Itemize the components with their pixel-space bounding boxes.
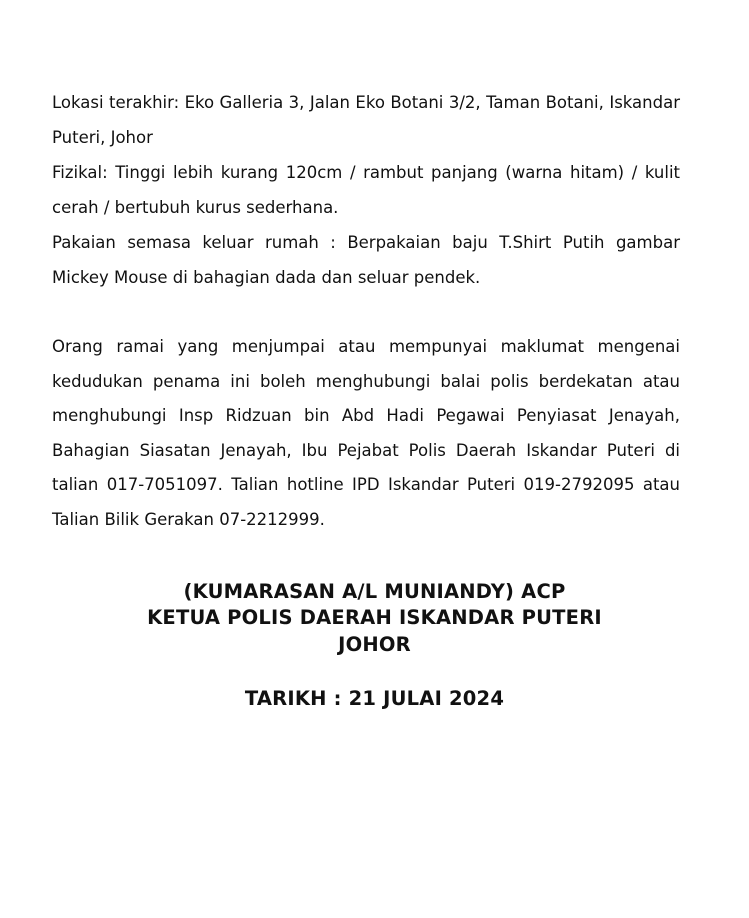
last-location-paragraph: Lokasi terakhir: Eko Galleria 3, Jalan Eko Botani 3/2, Taman Botani, Iskandar Puteri, Johor — [52, 93, 680, 147]
signatory-state: JOHOR — [338, 633, 411, 656]
signatory-name: (KUMARASAN A/L MUNIANDY) ACP — [183, 580, 566, 603]
signatory-title: KETUA POLIS DAERAH ISKANDAR PUTERI — [147, 606, 602, 629]
contact-information-paragraph: Orang ramai yang menjumpai atau mempunyai maklumat mengenai kedudukan penama ini boleh menghubungi balai polis berdekatan atau menghubungi Insp Ridzuan bin Abd Hadi Pegawai Penyiasat Jenayah, Bahagian Siasatan Jenayah, Ibu Pejabat Polis Daerah Iskandar Puteri di talian 017-7051097. Talian hotline IPD Iskandar Puteri 019-2792095 atau Talian Bilik Gerakan 07-2212999. — [52, 337, 680, 529]
date-line: TARIKH : 21 JULAI 2024 — [244, 687, 505, 710]
physical-description-paragraph: Fizikal: Tinggi lebih kurang 120cm / rambut panjang (warna hitam) / kulit cerah / bertubuh kurus sederhana. — [52, 163, 680, 217]
clothing-description-paragraph: Pakaian semasa keluar rumah : Berpakaian baju T.Shirt Putih gambar Mickey Mouse di bahagian dada dan seluar pendek. — [52, 233, 680, 287]
